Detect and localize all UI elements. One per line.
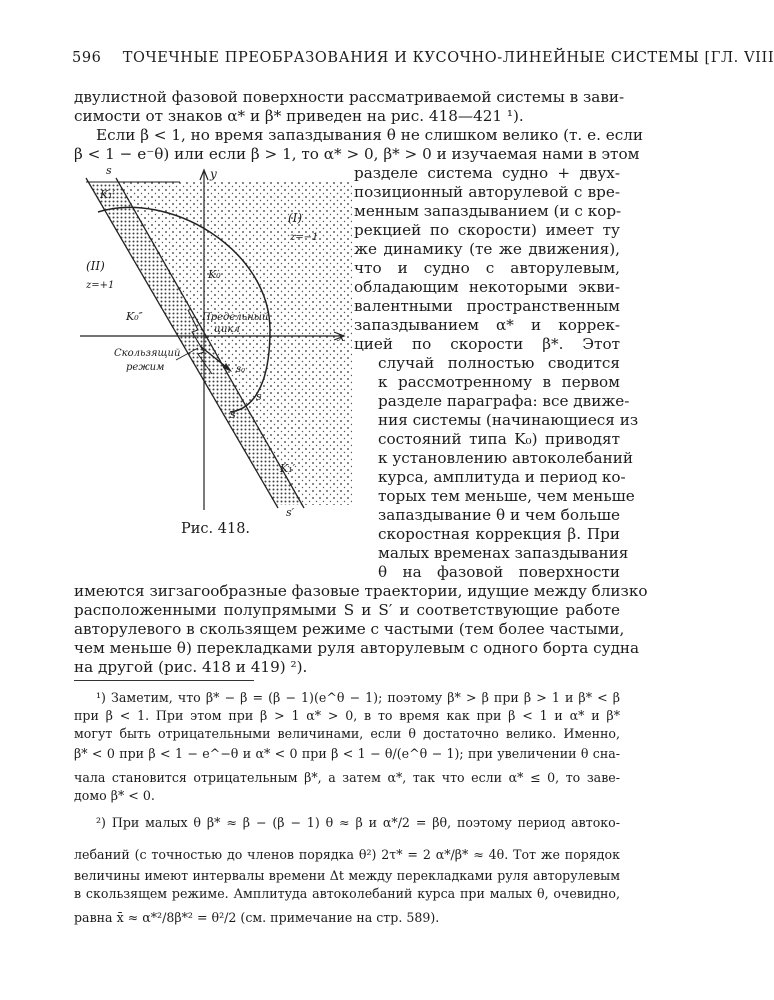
text-line: к установлению автоколебаний <box>378 449 633 467</box>
text-line: менным запаздыванием (и с кор- <box>354 202 622 220</box>
footnote-line: ¹) Заметим, что β* − β = (β − 1)(e^θ − 1); поэтому β* > β при β > 1 и β* < β <box>96 690 620 705</box>
footnote-line: лебаний (с точностью до членов порядка θ²) 2τ* = 2 α*/β* ≈ 4θ. Тот же порядок <box>74 847 620 862</box>
label-region-two-z: z=+1 <box>86 280 115 291</box>
footnote-line: в скользящем режиме. Амплитуда автоколебаний курса при малых θ, очевидно, <box>74 886 620 901</box>
footnote-line: ²) При малых θ β* ≈ β − (β − 1) θ ≈ β и α*/2 = βθ, поэтому период автоко- <box>96 815 620 830</box>
label-sliding-2: режим <box>126 362 165 373</box>
label-limit-cycle-1: Предельный <box>202 312 269 323</box>
label-s-prime-mid: s′ <box>230 408 239 421</box>
text-line: к рассмотренному в первом <box>378 373 620 391</box>
footnote-line: β* < 0 при β < 1 − e^−θ и α* < 0 при β < 1 − θ/(e^θ − 1); при увеличении θ сна- <box>74 746 620 761</box>
label-s0: s₀ <box>236 364 246 375</box>
label-s-lower: s <box>256 390 262 403</box>
text-line: Если β < 1, но время запаздывания θ не слишком велико (т. е. если <box>96 126 643 144</box>
label-region-one: (I) <box>288 211 303 225</box>
text-line: симости от знаков α* и β* приведен на рис. 418—421 ¹). <box>74 107 524 125</box>
text-line: рекцией по скорости) имеет ту <box>354 221 620 239</box>
text-line: курса, амплитуда и период ко- <box>378 468 626 486</box>
text-line: расположенными полупрямыми S и S′ и соответствующие работе <box>74 601 620 619</box>
label-sliding-1: Скользящий <box>114 348 181 359</box>
text-line: запаздыванием α* и коррек- <box>354 316 620 334</box>
text-line: разделе параграфа: все движе- <box>378 392 630 410</box>
text-line: имеются зигзагообразные фазовые траектории, идущие между близко <box>74 582 648 600</box>
text-line: малых временах запаздывания <box>378 544 629 562</box>
text-line: ния системы (начинающиеся из <box>378 411 639 429</box>
label-k1-top: K₁′ <box>100 188 116 201</box>
label-k1-bottom: K₁′ <box>280 462 296 475</box>
text-line: θ на фазовой поверхности <box>378 563 620 581</box>
text-line: торых тем меньше, чем меньше <box>378 487 635 505</box>
label-region-one-z: z=−1 <box>290 232 319 243</box>
phase-portrait-figure <box>80 160 352 520</box>
text-line: двулистной фазовой поверхности рассматриваемой системы в зави- <box>74 88 625 106</box>
label-s-prime-bottom: s′ <box>286 506 295 519</box>
text-line: на другой (рис. 418 и 419) ²). <box>74 658 308 676</box>
label-s-top: s <box>106 164 112 177</box>
text-line: обладающим некоторыми экви- <box>354 278 620 296</box>
text-line: скоростная коррекция β. При <box>378 525 620 543</box>
footnote-line: при β < 1. При этом при β > 1 α* > 0, в то время как при β < 1 и α* и β* <box>74 708 620 723</box>
text-line: авторулевого в скользящем режиме с частыми (тем более частыми, <box>74 620 625 638</box>
text-line: состояний типа K₀) приводят <box>378 430 620 448</box>
label-axis-x: x <box>338 330 345 344</box>
text-line: позиционный авторулевой с вре- <box>354 183 620 201</box>
text-line: чем меньше θ) перекладками руля авторулевым с одного борта судна <box>74 639 640 657</box>
label-limit-cycle-2: цикл <box>214 324 240 335</box>
page-number: 596 <box>72 50 102 66</box>
footnote-line: величины имеют интервалы времени Δt между перекладками руля авторулевым <box>74 868 620 883</box>
label-k0: K₀ <box>208 268 221 281</box>
figure-caption: Рис. 418. <box>181 521 251 537</box>
label-region-two: (II) <box>86 259 105 273</box>
footnote-line: чала становится отрицательным β*, а затем α*, так что если α* ≤ 0, то заве- <box>74 770 620 785</box>
region-one-shading <box>118 182 352 505</box>
text-line: разделе система судно + двух- <box>354 164 620 182</box>
running-header <box>72 50 774 66</box>
footnote-line: равна x̄ ≈ α*²/8β*² = θ²/2 (см. примечание на стр. 589). <box>74 910 440 925</box>
text-line: что и судно с авторулевым, <box>354 259 620 277</box>
label-axis-y: y <box>210 167 217 181</box>
text-line: β < 1 − e⁻θ) или если β > 1, то α* > 0, β* > 0 и изучаемая нами в этом <box>74 145 640 163</box>
text-line: валентными пространственным <box>354 297 620 315</box>
text-line: же динамику (те же движения), <box>354 240 620 258</box>
footnote-line: могут быть отрицательными величинами, если θ достаточно велико. Именно, <box>74 726 620 741</box>
footnote-rule <box>74 680 254 681</box>
text-line: запаздывание θ и чем больше <box>378 506 620 524</box>
text-line: цией по скорости β*. Этот <box>354 335 620 353</box>
label-k0-double-prime: K₀″ <box>126 310 143 323</box>
footnote-line: домо β* < 0. <box>74 788 155 803</box>
running-title: ТОЧЕЧНЫЕ ПРЕОБРАЗОВАНИЯ И КУСОЧНО-ЛИНЕЙНЫЕ СИСТЕМЫ [ГЛ. VIII <box>122 50 774 66</box>
text-line: случай полностью сводится <box>378 354 620 372</box>
